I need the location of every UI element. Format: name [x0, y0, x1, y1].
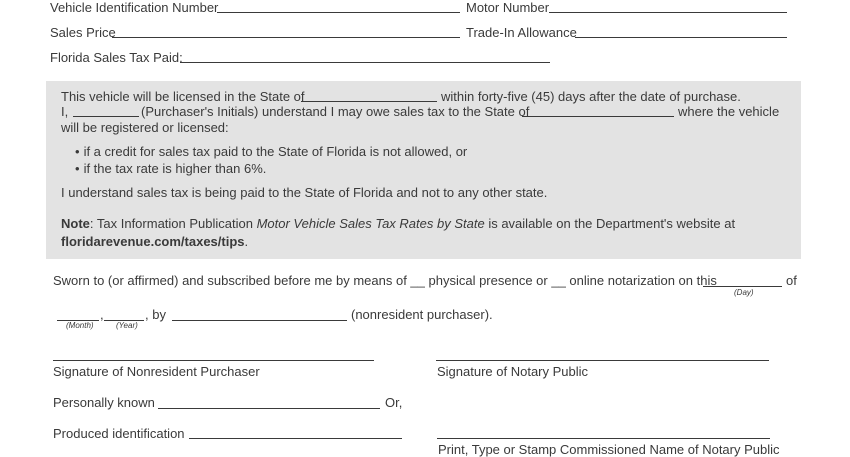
license-state-text-a: This vehicle will be licensed in the State of — [61, 89, 305, 104]
vin-label: Vehicle Identification Number — [50, 0, 219, 15]
license-state-field[interactable] — [301, 101, 437, 102]
bullet-rate: • if the tax rate is higher than 6%. — [75, 161, 266, 176]
motor-number-field[interactable] — [549, 12, 787, 13]
purchaser-signature-field[interactable] — [53, 360, 374, 361]
note-text-a: : Tax Information Publication — [89, 216, 253, 231]
by-text: , by — [145, 307, 166, 322]
registration-state-field[interactable] — [522, 116, 674, 117]
sworn-text: Sworn to (or affirmed) and subscribed before me by means of __ physical presence or __ online notarization on this — [53, 273, 717, 288]
produced-id-label: Produced identification — [53, 426, 185, 441]
day-field[interactable] — [703, 286, 782, 287]
month-caption: (Month) — [66, 321, 94, 330]
sales-price-field[interactable] — [112, 37, 460, 38]
license-state-text-b: within forty-five (45) days after the date of purchase. — [441, 89, 741, 104]
purchaser-signature-label: Signature of Nonresident Purchaser — [53, 364, 260, 379]
month-year-comma: , — [100, 307, 104, 322]
personally-known-field[interactable] — [158, 408, 380, 409]
note-line — [61, 216, 735, 231]
or-text: Or, — [385, 395, 403, 410]
vin-field[interactable] — [217, 12, 460, 13]
note-url-link[interactable]: floridarevenue.com/taxes/tips — [61, 234, 245, 249]
note-label: Note — [61, 216, 90, 231]
purchaser-initials-field[interactable] — [73, 116, 139, 117]
note-text-b: is available on the Department's website at — [488, 216, 736, 231]
notary-signature-label: Signature of Notary Public — [437, 364, 589, 379]
notary-signature-field[interactable] — [436, 360, 769, 361]
bullet-credit: • if a credit for sales tax paid to the State of Florida is not allowed, or — [75, 144, 467, 159]
note-publication: Motor Vehicle Sales Tax Rates by State — [256, 216, 485, 231]
understand-text: I understand sales tax is being paid to the State of Florida and not to any other state. — [61, 185, 548, 200]
fl-tax-paid-label: Florida Sales Tax Paid: — [50, 50, 183, 65]
produced-id-field[interactable] — [189, 438, 402, 439]
sworn-of: of — [786, 273, 797, 288]
sales-price-label: Sales Price — [50, 25, 116, 40]
personally-known-label: Personally known — [53, 395, 155, 410]
notary-name-label: Print, Type or Stamp Commissioned Name of Notary Public — [438, 442, 780, 457]
motor-number-label: Motor Number — [466, 0, 550, 15]
note-end: . — [244, 234, 249, 249]
notary-name-field[interactable] — [437, 438, 770, 439]
registered-text: will be registered or licensed: — [61, 120, 229, 135]
initials-text-c: where the vehicle — [678, 104, 780, 119]
year-caption: (Year) — [116, 321, 138, 330]
initials-text-a: I, — [61, 104, 69, 119]
tradein-field[interactable] — [575, 37, 787, 38]
fl-tax-paid-field[interactable] — [180, 62, 550, 63]
nonresident-name-field[interactable] — [172, 320, 347, 321]
note-url-line — [61, 234, 248, 249]
initials-text-b: (Purchaser's Initials) understand I may owe sales tax to the State of — [141, 104, 530, 119]
day-caption: (Day) — [734, 288, 754, 297]
nonresident-text: (nonresident purchaser). — [351, 307, 493, 322]
tradein-label: Trade-In Allowance — [466, 25, 577, 40]
